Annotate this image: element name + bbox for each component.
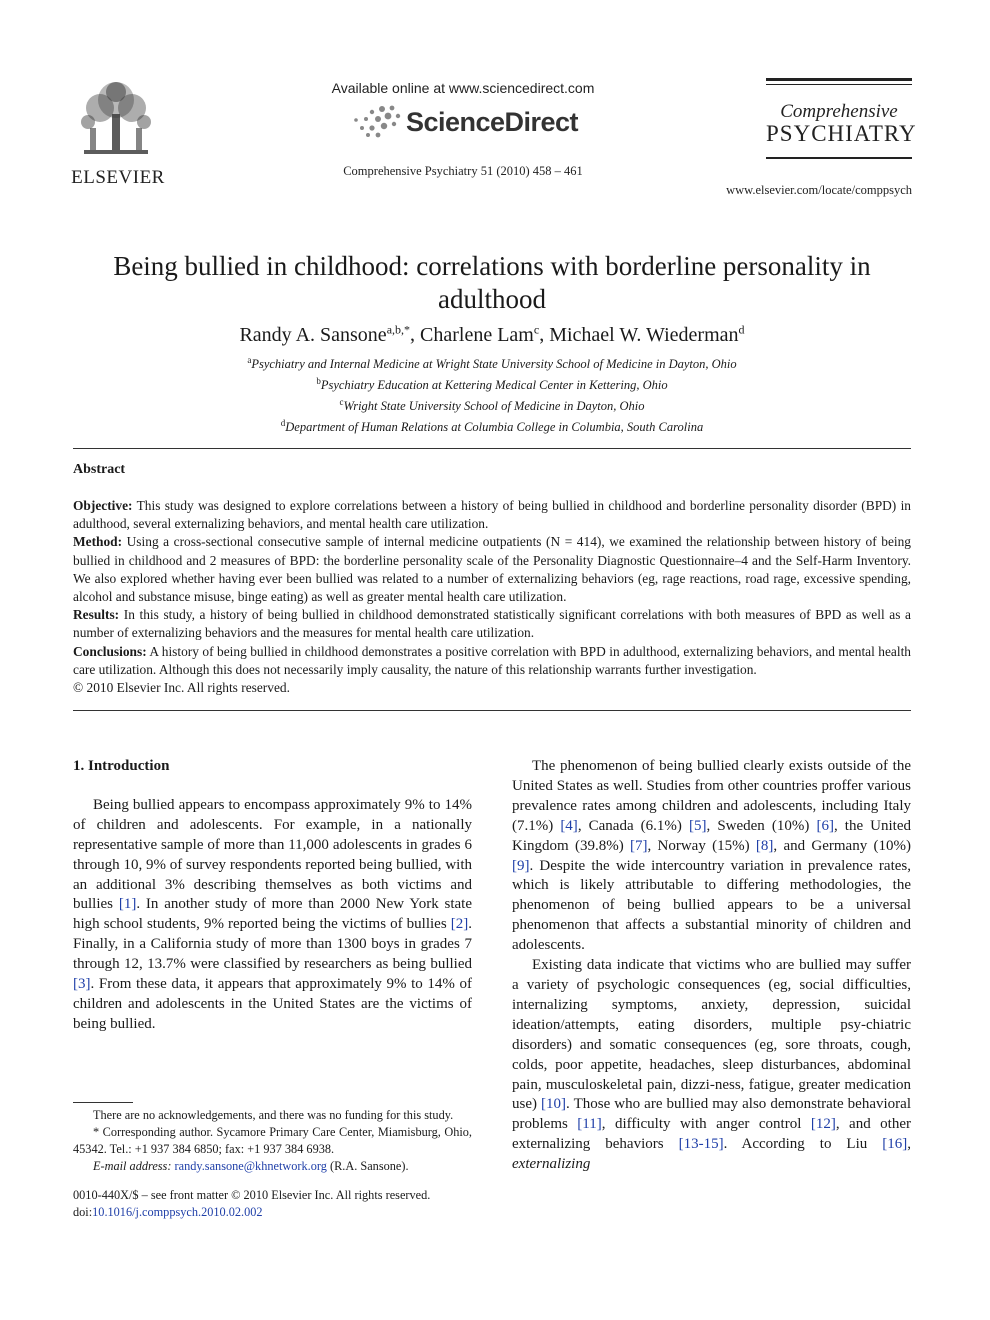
affiliation: $^c$Wright State University School of Medicine in Dayton, Ohio: [339, 397, 645, 414]
intro-paragraph: [73, 796, 472, 1035]
journal-rule: [766, 157, 912, 159]
paragraph-text: Existing data indicate that victims who are bullied may suffer a variety of psychologic consequences (eg, social difficulties, internalizing symptoms, anxiety, depression, suicidal ideation/attempts, eating disorders, multiple psy-chiatric disorders) and somatic consequences (eg, sore throats, cough, colds, poor appetite, headaches, sleep disturbances, abdominal pain, musculoskeletal pain, dizzi-ness, fatigue, greater medication use): [512, 957, 911, 1113]
paragraph-text: . Those who are bullied may also demonstrate behavioral problems: [512, 1096, 911, 1133]
paragraph-text: , the United Kingdom (39.8%): [512, 817, 911, 854]
paragraph-text: , Canada (6.1%): [577, 817, 689, 834]
author[interactable]: Charlene Lam$^c$: [420, 322, 540, 346]
citation-link[interactable]: [6]: [816, 817, 834, 834]
citation-link[interactable]: [5]: [689, 817, 707, 834]
paragraph-text: , Norway (15%): [647, 837, 756, 854]
journal-logo: [766, 78, 917, 159]
abstract-method: Method: Using a cross-sectional consecutive sample of internal medicine outpatients (N = 414), we examined the relationship between history of being bullied in childhood and 2 measures of BPD: the borderline personality scale of the Personality Diagnostic Questionnaire–4 and the Self-Harm Inventory. We also explored whether having ever been bullied was related to a number of externalizing behaviors (eg, rage reactions, road rage, excessive spending, alcohol and substance misuse, binge eating) as well as greater mental health care utilization.: [73, 534, 911, 605]
citation-link[interactable]: [11]: [577, 1116, 602, 1133]
left-column: [73, 757, 472, 1035]
citation-link[interactable]: [13-15]: [678, 1136, 724, 1153]
elsevier-tree-icon: [70, 78, 162, 160]
paragraph-text: . According to Liu: [723, 1136, 883, 1153]
affiliation: $^b$Psychiatry Education at Kettering Medical Center in Kettering, Ohio: [316, 376, 668, 393]
header-center: [318, 80, 608, 179]
sciencedirect-logo: [318, 102, 608, 142]
author[interactable]: Michael W. Wiederman$^d$: [549, 322, 745, 346]
acknowledgement-note: There are no acknowledgements, and there was no funding for this study.: [93, 1108, 454, 1122]
publisher-name: ELSEVIER: [71, 167, 165, 188]
journal-url-link[interactable]: www.elsevier.com/locate/comppsych: [726, 183, 912, 197]
citation-link[interactable]: [8]: [755, 837, 774, 854]
footnotes: [73, 1107, 472, 1175]
doi-line: doi:10.1016/j.comppsych.2010.02.002: [73, 1205, 263, 1219]
section-heading: 1. Introduction: [73, 758, 170, 774]
paragraph-text: Being bullied appears to encompass approximately 9% to 14% of children and adolescents. For example, in a nationally representative sample of more than 11,000 adolescents in grades 6 through 10, 9% of survey respondents reported being bullied, with an additional 3% describing themselves as both victims and bullies: [73, 796, 472, 913]
abstract-body: [73, 497, 911, 697]
paragraph-text: The phenomenon of being bullied clearly exists outside of the United States as well. Studies from other countries proffer various prevalence rates among children and adolescents, including Italy (7.1%): [512, 758, 911, 834]
doi-link[interactable]: 10.1016/j.comppsych.2010.02.002: [92, 1205, 263, 1219]
journal-name-line2: PSYCHIATRY: [766, 121, 917, 146]
citation-link[interactable]: [2]: [450, 916, 469, 933]
citation-link[interactable]: [1]: [118, 896, 137, 913]
intro-paragraph: [512, 956, 911, 1175]
email-link[interactable]: randy.sansone@khnetwork.org: [174, 1159, 327, 1173]
paragraph-text: , Sweden (10%): [706, 817, 817, 834]
abstract-conclusions: Conclusions: A history of being bullied in childhood demonstrates a positive correlation with BPD in adulthood, externalizing behaviors, and mental health care utilization. Although this does not necessarily imply causality, the nature of this relationship warrants further investigation.: [73, 643, 912, 677]
footnote-rule: [73, 1102, 133, 1103]
citation-link[interactable]: [16]: [882, 1136, 908, 1153]
divider: [73, 710, 911, 711]
citation-link[interactable]: [3]: [73, 976, 91, 993]
affiliations: [72, 352, 912, 437]
journal-rule: [766, 78, 912, 81]
author[interactable]: Randy A. Sansone$^{a,b,*}$: [239, 322, 411, 346]
citation-link[interactable]: [7]: [629, 837, 648, 854]
abstract-results: Results: In this study, a history of being bullied in childhood demonstrated statistically significant correlations with both measures of BPD as well as a number of externalizing behaviors and the measures for mental health care utilization.: [73, 607, 911, 641]
citation-link[interactable]: [12]: [810, 1116, 836, 1133]
issn-line: 0010-440X/$ – see front matter © 2010 Elsevier Inc. All rights reserved.: [73, 1188, 431, 1202]
sciencedirect-wordmark: ScienceDirect: [405, 106, 579, 137]
paragraph-text: , and other externalizing behaviors: [512, 1116, 912, 1153]
sciencedirect-dots-icon: [348, 104, 402, 140]
abstract-objective: Objective: This study was designed to explore correlations between a history of being bullied in childhood and borderline personality disorder (BPD) in adulthood, several externalizing behaviors, and mental health care utilization.: [73, 498, 912, 532]
citation-link[interactable]: [10]: [541, 1096, 567, 1113]
paragraph-text: , difficulty with anger control: [601, 1116, 811, 1133]
abstract-heading: Abstract: [73, 462, 126, 477]
right-column: [512, 757, 911, 1175]
abstract-copyright: © 2010 Elsevier Inc. All rights reserved.: [73, 680, 290, 696]
article-title: Being bullied in childhood: correlations with borderline personality in adulthood: [113, 251, 871, 314]
elsevier-logo: [70, 78, 166, 189]
italic-text: externalizing: [512, 1156, 591, 1173]
paragraph-text: , and Germany (10%): [773, 837, 911, 854]
front-matter: [73, 1187, 472, 1221]
citation-link[interactable]: [4]: [560, 817, 578, 834]
affiliation: $^d$Department of Human Relations at Columbia College in Columbia, South Carolina: [280, 418, 704, 435]
paragraph-text: . In another study of more than 2000 New York state high school students, 9% reported being the victims of bullies: [73, 896, 473, 933]
journal-citation: Comprehensive Psychiatry 51 (2010) 458 – 461: [343, 164, 583, 178]
paragraph-text: . Despite the wide intercountry variation in prevalence rates, which is likely attributable to differing methodologies, the phenomenon of being bullied appears to be a universal phenomenon that affects a substantial minority of children and adolescents.: [512, 857, 911, 954]
email-note: E-mail address: randy.sansone@khnetwork.org (R.A. Sansone).: [93, 1159, 409, 1173]
author-list: Randy A. Sansone$^{a,b,*}$, Charlene Lam$^c$, Michael W. Wiederman$^d$: [239, 322, 745, 346]
paragraph-text: . From these data, it appears that approximately 9% to 14% of children and adolescents in the United States are the victims of being bullied.: [73, 976, 472, 1032]
corresponding-author-note: * Corresponding author. Sycamore Primary Care Center, Miamisburg, Ohio, 45342. Tel.: +1 937 384 6850; fax: +1 937 384 6938.: [73, 1125, 472, 1156]
intro-paragraph: [512, 757, 911, 956]
paragraph-text: ,: [907, 1136, 911, 1153]
available-online: Available online at www.sciencedirect.com: [331, 80, 595, 96]
citation-link[interactable]: [9]: [512, 857, 530, 874]
paragraph-text: . Finally, in a California study of more than 1300 boys in grades 7 through 12, 13.7% were classified by researchers as being bullied: [73, 916, 472, 973]
journal-name-line1: Comprehensive: [780, 101, 898, 122]
affiliation: $^a$Psychiatry and Internal Medicine at Wright State University School of Medicine in Dayton, Ohio: [247, 355, 737, 372]
divider: [73, 448, 911, 449]
journal-rule: [766, 84, 912, 85]
